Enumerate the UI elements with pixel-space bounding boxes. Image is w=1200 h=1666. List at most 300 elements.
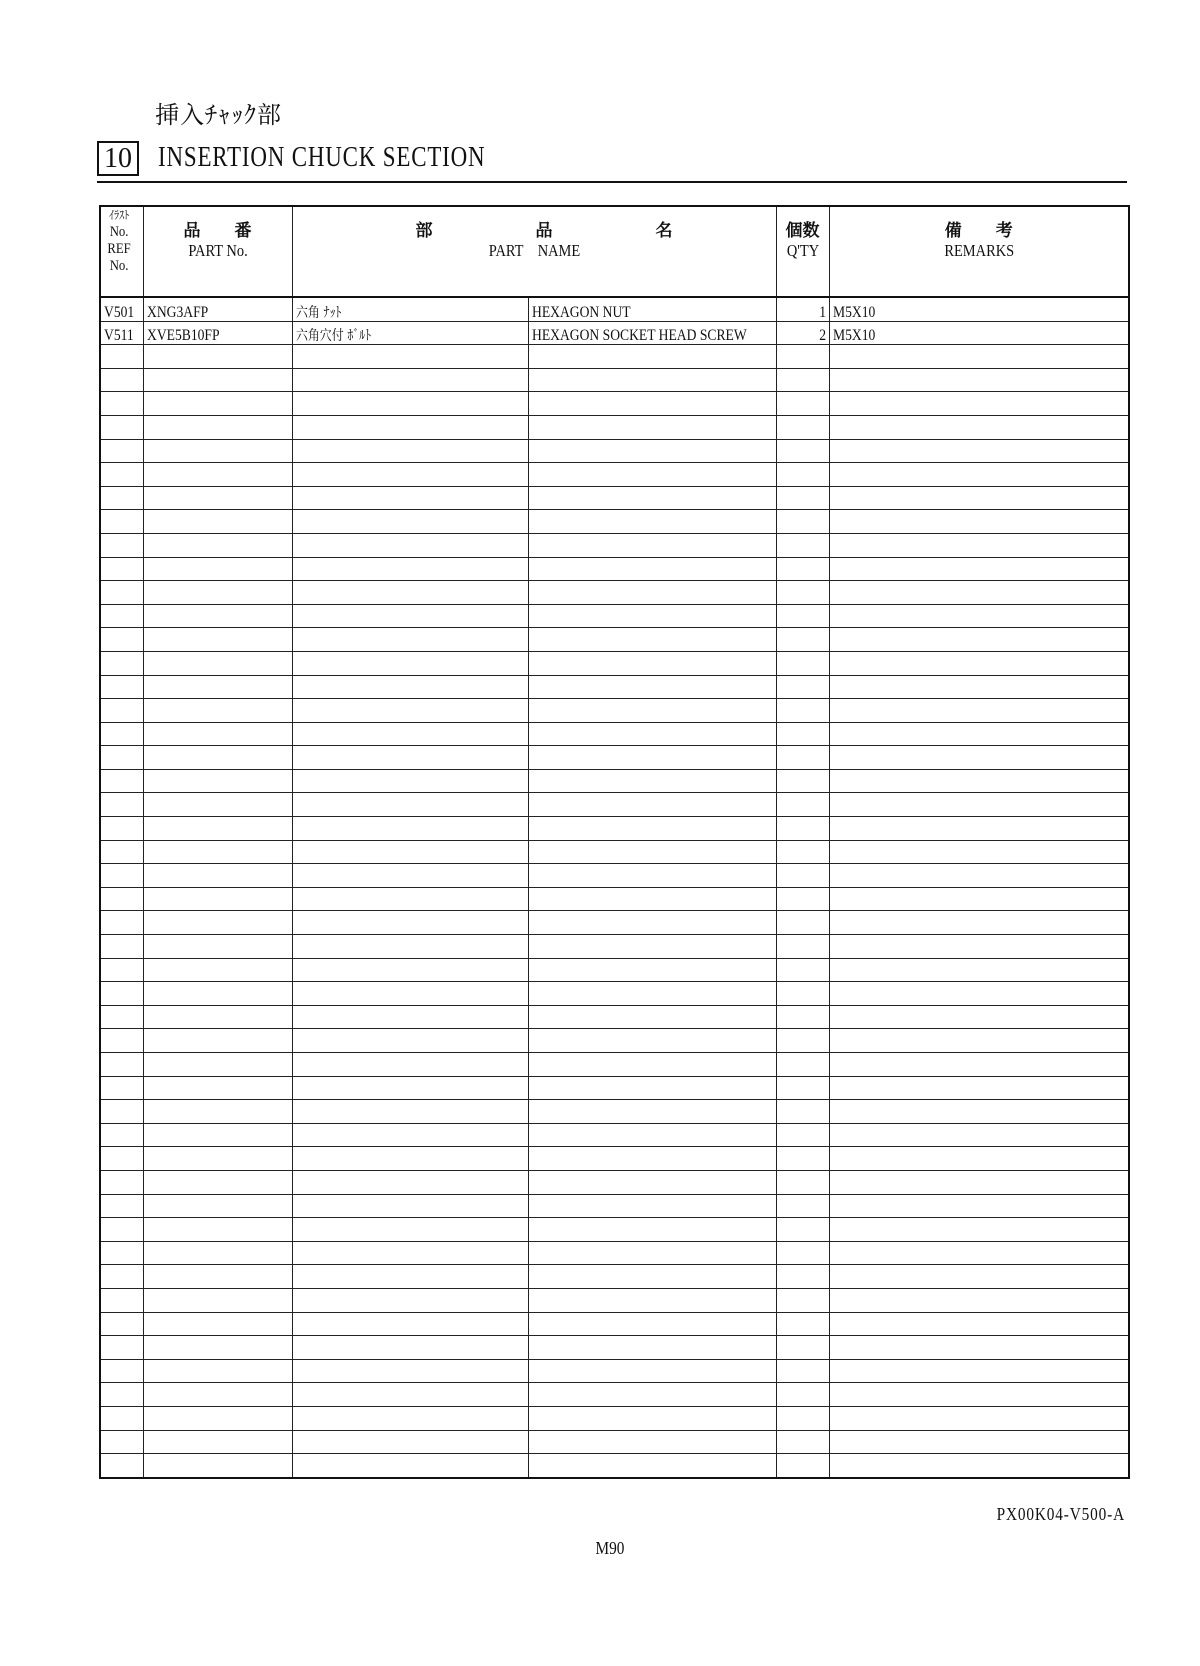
empty-cell: [528, 510, 776, 534]
empty-cell: [100, 722, 143, 746]
empty-cell: [143, 533, 292, 557]
empty-cell: [829, 463, 1129, 487]
empty-row: [100, 651, 1129, 675]
empty-cell: [292, 675, 528, 699]
empty-cell: [528, 628, 776, 652]
empty-cell: [100, 604, 143, 628]
empty-cell: [776, 651, 829, 675]
empty-cell: [100, 935, 143, 959]
empty-cell: [776, 604, 829, 628]
empty-cell: [829, 1454, 1129, 1478]
empty-cell: [776, 982, 829, 1006]
empty-cell: [528, 769, 776, 793]
empty-cell: [776, 415, 829, 439]
empty-cell: [292, 581, 528, 605]
empty-cell: [776, 510, 829, 534]
empty-row: [100, 1359, 1129, 1383]
empty-cell: [829, 1336, 1129, 1360]
empty-cell: [143, 1100, 292, 1124]
empty-cell: [100, 840, 143, 864]
empty-cell: [292, 1076, 528, 1100]
document-code: PX00K04-V500-A: [996, 1504, 1125, 1524]
empty-cell: [528, 1430, 776, 1454]
empty-cell: [143, 1430, 292, 1454]
empty-cell: [292, 557, 528, 581]
empty-cell: [143, 887, 292, 911]
empty-cell: [292, 1312, 528, 1336]
empty-cell: [100, 1005, 143, 1029]
empty-row: [100, 463, 1129, 487]
empty-cell: [528, 675, 776, 699]
empty-cell: [292, 604, 528, 628]
empty-cell: [528, 1076, 776, 1100]
empty-cell: [528, 1288, 776, 1312]
empty-cell: [292, 958, 528, 982]
empty-cell: [143, 1123, 292, 1147]
empty-cell: [528, 1241, 776, 1265]
empty-cell: [143, 581, 292, 605]
empty-cell: [292, 486, 528, 510]
empty-cell: [528, 533, 776, 557]
empty-cell: [776, 1359, 829, 1383]
empty-cell: [100, 628, 143, 652]
empty-cell: [100, 557, 143, 581]
cell-qty: 1: [776, 297, 829, 321]
empty-cell: [776, 1005, 829, 1029]
empty-row: [100, 1100, 1129, 1124]
empty-row: [100, 864, 1129, 888]
empty-row: [100, 1005, 1129, 1029]
empty-cell: [100, 581, 143, 605]
empty-row: [100, 958, 1129, 982]
empty-cell: [143, 604, 292, 628]
empty-cell: [528, 557, 776, 581]
empty-cell: [829, 439, 1129, 463]
empty-cell: [143, 1454, 292, 1478]
empty-cell: [776, 557, 829, 581]
empty-cell: [776, 392, 829, 416]
empty-cell: [100, 439, 143, 463]
empty-cell: [143, 1005, 292, 1029]
empty-cell: [776, 1194, 829, 1218]
empty-cell: [528, 1383, 776, 1407]
cell-ref: V511: [100, 321, 143, 345]
empty-cell: [292, 911, 528, 935]
empty-cell: [829, 1383, 1129, 1407]
empty-cell: [776, 345, 829, 369]
empty-cell: [829, 510, 1129, 534]
cell-part-no: XNG3AFP: [143, 297, 292, 321]
empty-cell: [143, 1265, 292, 1289]
empty-cell: [292, 887, 528, 911]
empty-cell: [528, 1265, 776, 1289]
empty-cell: [829, 793, 1129, 817]
empty-cell: [143, 1406, 292, 1430]
empty-cell: [292, 1218, 528, 1242]
empty-cell: [292, 840, 528, 864]
empty-row: [100, 887, 1129, 911]
empty-cell: [100, 746, 143, 770]
empty-cell: [528, 840, 776, 864]
empty-cell: [292, 817, 528, 841]
empty-row: [100, 1336, 1129, 1360]
table-row: [100, 297, 1129, 321]
empty-row: [100, 557, 1129, 581]
empty-cell: [100, 1053, 143, 1077]
empty-cell: [528, 581, 776, 605]
empty-cell: [528, 864, 776, 888]
empty-cell: [100, 769, 143, 793]
empty-cell: [100, 1406, 143, 1430]
empty-cell: [528, 817, 776, 841]
empty-row: [100, 840, 1129, 864]
header-part-name: 部 品 名 PART NAME: [292, 206, 776, 297]
empty-cell: [528, 463, 776, 487]
empty-cell: [528, 1406, 776, 1430]
empty-cell: [528, 1359, 776, 1383]
empty-cell: [528, 722, 776, 746]
empty-row: [100, 1241, 1129, 1265]
header-part-no: 品 番 PART No.: [143, 206, 292, 297]
cell-name-en: HEXAGON NUT: [528, 297, 776, 321]
empty-cell: [528, 1218, 776, 1242]
empty-cell: [829, 817, 1129, 841]
empty-cell: [528, 1123, 776, 1147]
empty-cell: [100, 1147, 143, 1171]
empty-row: [100, 581, 1129, 605]
empty-cell: [100, 982, 143, 1006]
empty-cell: [292, 1029, 528, 1053]
empty-cell: [143, 1336, 292, 1360]
empty-cell: [829, 746, 1129, 770]
empty-cell: [143, 345, 292, 369]
empty-row: [100, 1312, 1129, 1336]
empty-cell: [143, 1312, 292, 1336]
empty-cell: [776, 911, 829, 935]
empty-row: [100, 817, 1129, 841]
empty-cell: [100, 463, 143, 487]
empty-cell: [143, 392, 292, 416]
empty-row: [100, 1430, 1129, 1454]
empty-cell: [829, 533, 1129, 557]
empty-row: [100, 746, 1129, 770]
empty-cell: [776, 1170, 829, 1194]
empty-cell: [528, 982, 776, 1006]
empty-row: [100, 1288, 1129, 1312]
empty-cell: [292, 1147, 528, 1171]
empty-cell: [528, 604, 776, 628]
empty-cell: [829, 1218, 1129, 1242]
empty-row: [100, 699, 1129, 723]
empty-cell: [528, 1147, 776, 1171]
empty-cell: [100, 1123, 143, 1147]
empty-cell: [829, 911, 1129, 935]
empty-row: [100, 675, 1129, 699]
empty-cell: [100, 368, 143, 392]
empty-cell: [829, 604, 1129, 628]
empty-cell: [292, 864, 528, 888]
empty-cell: [829, 840, 1129, 864]
empty-cell: [100, 392, 143, 416]
empty-cell: [528, 1100, 776, 1124]
empty-cell: [776, 1288, 829, 1312]
empty-cell: [292, 746, 528, 770]
empty-cell: [829, 1406, 1129, 1430]
empty-cell: [829, 1053, 1129, 1077]
empty-cell: [829, 769, 1129, 793]
empty-cell: [143, 1383, 292, 1407]
empty-cell: [829, 651, 1129, 675]
empty-cell: [292, 533, 528, 557]
empty-cell: [100, 415, 143, 439]
empty-cell: [829, 982, 1129, 1006]
empty-row: [100, 911, 1129, 935]
empty-cell: [143, 1288, 292, 1312]
empty-cell: [776, 463, 829, 487]
empty-cell: [100, 958, 143, 982]
empty-cell: [776, 1265, 829, 1289]
empty-cell: [776, 1053, 829, 1077]
empty-cell: [292, 415, 528, 439]
empty-row: [100, 793, 1129, 817]
empty-cell: [829, 864, 1129, 888]
empty-row: [100, 1029, 1129, 1053]
empty-cell: [292, 1336, 528, 1360]
empty-cell: [829, 675, 1129, 699]
empty-cell: [292, 392, 528, 416]
empty-row: [100, 486, 1129, 510]
empty-cell: [776, 746, 829, 770]
empty-cell: [776, 1123, 829, 1147]
empty-cell: [829, 1170, 1129, 1194]
empty-cell: [143, 1029, 292, 1053]
empty-cell: [776, 1430, 829, 1454]
empty-cell: [143, 651, 292, 675]
empty-cell: [143, 1076, 292, 1100]
empty-cell: [776, 533, 829, 557]
empty-cell: [143, 911, 292, 935]
empty-cell: [528, 345, 776, 369]
empty-cell: [829, 1029, 1129, 1053]
empty-cell: [776, 581, 829, 605]
empty-cell: [100, 1359, 143, 1383]
empty-cell: [100, 1383, 143, 1407]
empty-cell: [100, 486, 143, 510]
empty-cell: [100, 817, 143, 841]
empty-cell: [829, 1312, 1129, 1336]
empty-row: [100, 604, 1129, 628]
empty-cell: [143, 1359, 292, 1383]
empty-cell: [829, 1359, 1129, 1383]
header-ref-no: ｲﾗｽﾄ No. REF No.: [100, 206, 143, 297]
empty-cell: [143, 699, 292, 723]
empty-cell: [776, 887, 829, 911]
empty-cell: [829, 958, 1129, 982]
empty-cell: [776, 1406, 829, 1430]
empty-row: [100, 345, 1129, 369]
empty-cell: [776, 864, 829, 888]
cell-qty: 2: [776, 321, 829, 345]
empty-row: [100, 982, 1129, 1006]
empty-cell: [776, 1336, 829, 1360]
empty-cell: [776, 1100, 829, 1124]
empty-cell: [143, 864, 292, 888]
empty-row: [100, 1147, 1129, 1171]
empty-cell: [528, 1005, 776, 1029]
empty-cell: [528, 958, 776, 982]
empty-cell: [776, 935, 829, 959]
empty-cell: [143, 935, 292, 959]
empty-cell: [776, 699, 829, 723]
empty-cell: [292, 368, 528, 392]
empty-cell: [528, 1336, 776, 1360]
empty-cell: [100, 887, 143, 911]
empty-cell: [292, 1430, 528, 1454]
empty-cell: [100, 675, 143, 699]
empty-cell: [528, 793, 776, 817]
empty-cell: [100, 345, 143, 369]
empty-row: [100, 392, 1129, 416]
empty-cell: [143, 840, 292, 864]
empty-cell: [100, 533, 143, 557]
empty-cell: [143, 439, 292, 463]
empty-cell: [776, 1312, 829, 1336]
empty-cell: [292, 935, 528, 959]
empty-cell: [143, 1218, 292, 1242]
empty-cell: [100, 1218, 143, 1242]
table-header-row: [100, 206, 1129, 297]
empty-cell: [829, 935, 1129, 959]
empty-row: [100, 1170, 1129, 1194]
empty-cell: [100, 1288, 143, 1312]
empty-cell: [143, 1241, 292, 1265]
empty-cell: [776, 769, 829, 793]
empty-cell: [143, 1194, 292, 1218]
empty-cell: [292, 1241, 528, 1265]
empty-cell: [292, 463, 528, 487]
empty-cell: [143, 769, 292, 793]
empty-row: [100, 769, 1129, 793]
empty-cell: [100, 510, 143, 534]
empty-cell: [776, 1076, 829, 1100]
empty-cell: [100, 1029, 143, 1053]
empty-cell: [292, 1359, 528, 1383]
empty-cell: [143, 486, 292, 510]
header-qty: 個数 Q'TY: [776, 206, 829, 297]
empty-cell: [100, 1454, 143, 1478]
empty-cell: [829, 345, 1129, 369]
empty-cell: [528, 486, 776, 510]
empty-cell: [528, 1053, 776, 1077]
empty-row: [100, 1383, 1129, 1407]
empty-cell: [528, 935, 776, 959]
empty-cell: [776, 817, 829, 841]
empty-row: [100, 439, 1129, 463]
empty-cell: [292, 651, 528, 675]
empty-row: [100, 510, 1129, 534]
empty-cell: [776, 1454, 829, 1478]
page-number: M90: [595, 1538, 625, 1558]
empty-cell: [100, 1100, 143, 1124]
empty-cell: [528, 415, 776, 439]
section-number: 10: [97, 141, 139, 176]
empty-cell: [143, 675, 292, 699]
empty-cell: [143, 628, 292, 652]
empty-cell: [829, 722, 1129, 746]
empty-cell: [292, 1406, 528, 1430]
empty-cell: [829, 1123, 1129, 1147]
cell-remarks: M5X10: [829, 297, 1129, 321]
empty-row: [100, 1194, 1129, 1218]
empty-cell: [829, 415, 1129, 439]
empty-cell: [776, 1029, 829, 1053]
table-row: [100, 321, 1129, 345]
empty-cell: [829, 486, 1129, 510]
empty-row: [100, 368, 1129, 392]
empty-cell: [528, 887, 776, 911]
empty-cell: [292, 1123, 528, 1147]
empty-cell: [292, 1194, 528, 1218]
empty-cell: [776, 1147, 829, 1171]
cell-name-jp: 六角穴付 ﾎﾞﾙﾄ: [292, 321, 528, 345]
empty-cell: [776, 793, 829, 817]
empty-cell: [100, 911, 143, 935]
empty-cell: [292, 793, 528, 817]
empty-cell: [292, 699, 528, 723]
empty-cell: [143, 746, 292, 770]
empty-cell: [292, 722, 528, 746]
cell-name-jp: 六角 ﾅｯﾄ: [292, 297, 528, 321]
empty-cell: [776, 1218, 829, 1242]
empty-cell: [528, 392, 776, 416]
section-title: INSERTION CHUCK SECTION: [158, 142, 486, 173]
empty-cell: [100, 1241, 143, 1265]
empty-cell: [776, 368, 829, 392]
empty-cell: [292, 1053, 528, 1077]
empty-cell: [143, 722, 292, 746]
empty-cell: [528, 699, 776, 723]
empty-cell: [528, 368, 776, 392]
empty-cell: [292, 1265, 528, 1289]
empty-cell: [829, 581, 1129, 605]
empty-cell: [143, 793, 292, 817]
empty-cell: [776, 722, 829, 746]
empty-row: [100, 1076, 1129, 1100]
empty-cell: [100, 1170, 143, 1194]
empty-cell: [292, 439, 528, 463]
empty-cell: [829, 1147, 1129, 1171]
empty-cell: [143, 510, 292, 534]
empty-cell: [829, 1288, 1129, 1312]
empty-cell: [776, 628, 829, 652]
empty-cell: [143, 415, 292, 439]
empty-row: [100, 1218, 1129, 1242]
empty-cell: [143, 1147, 292, 1171]
empty-cell: [776, 439, 829, 463]
empty-cell: [528, 911, 776, 935]
empty-cell: [829, 1076, 1129, 1100]
section-title-jp: 挿入ﾁｬｯｸ部: [155, 101, 282, 129]
empty-cell: [829, 699, 1129, 723]
header-remarks: 備 考 REMARKS: [829, 206, 1129, 297]
empty-cell: [776, 958, 829, 982]
empty-cell: [292, 628, 528, 652]
empty-cell: [100, 793, 143, 817]
empty-cell: [776, 1241, 829, 1265]
empty-cell: [528, 1194, 776, 1218]
empty-cell: [143, 817, 292, 841]
empty-cell: [829, 1194, 1129, 1218]
